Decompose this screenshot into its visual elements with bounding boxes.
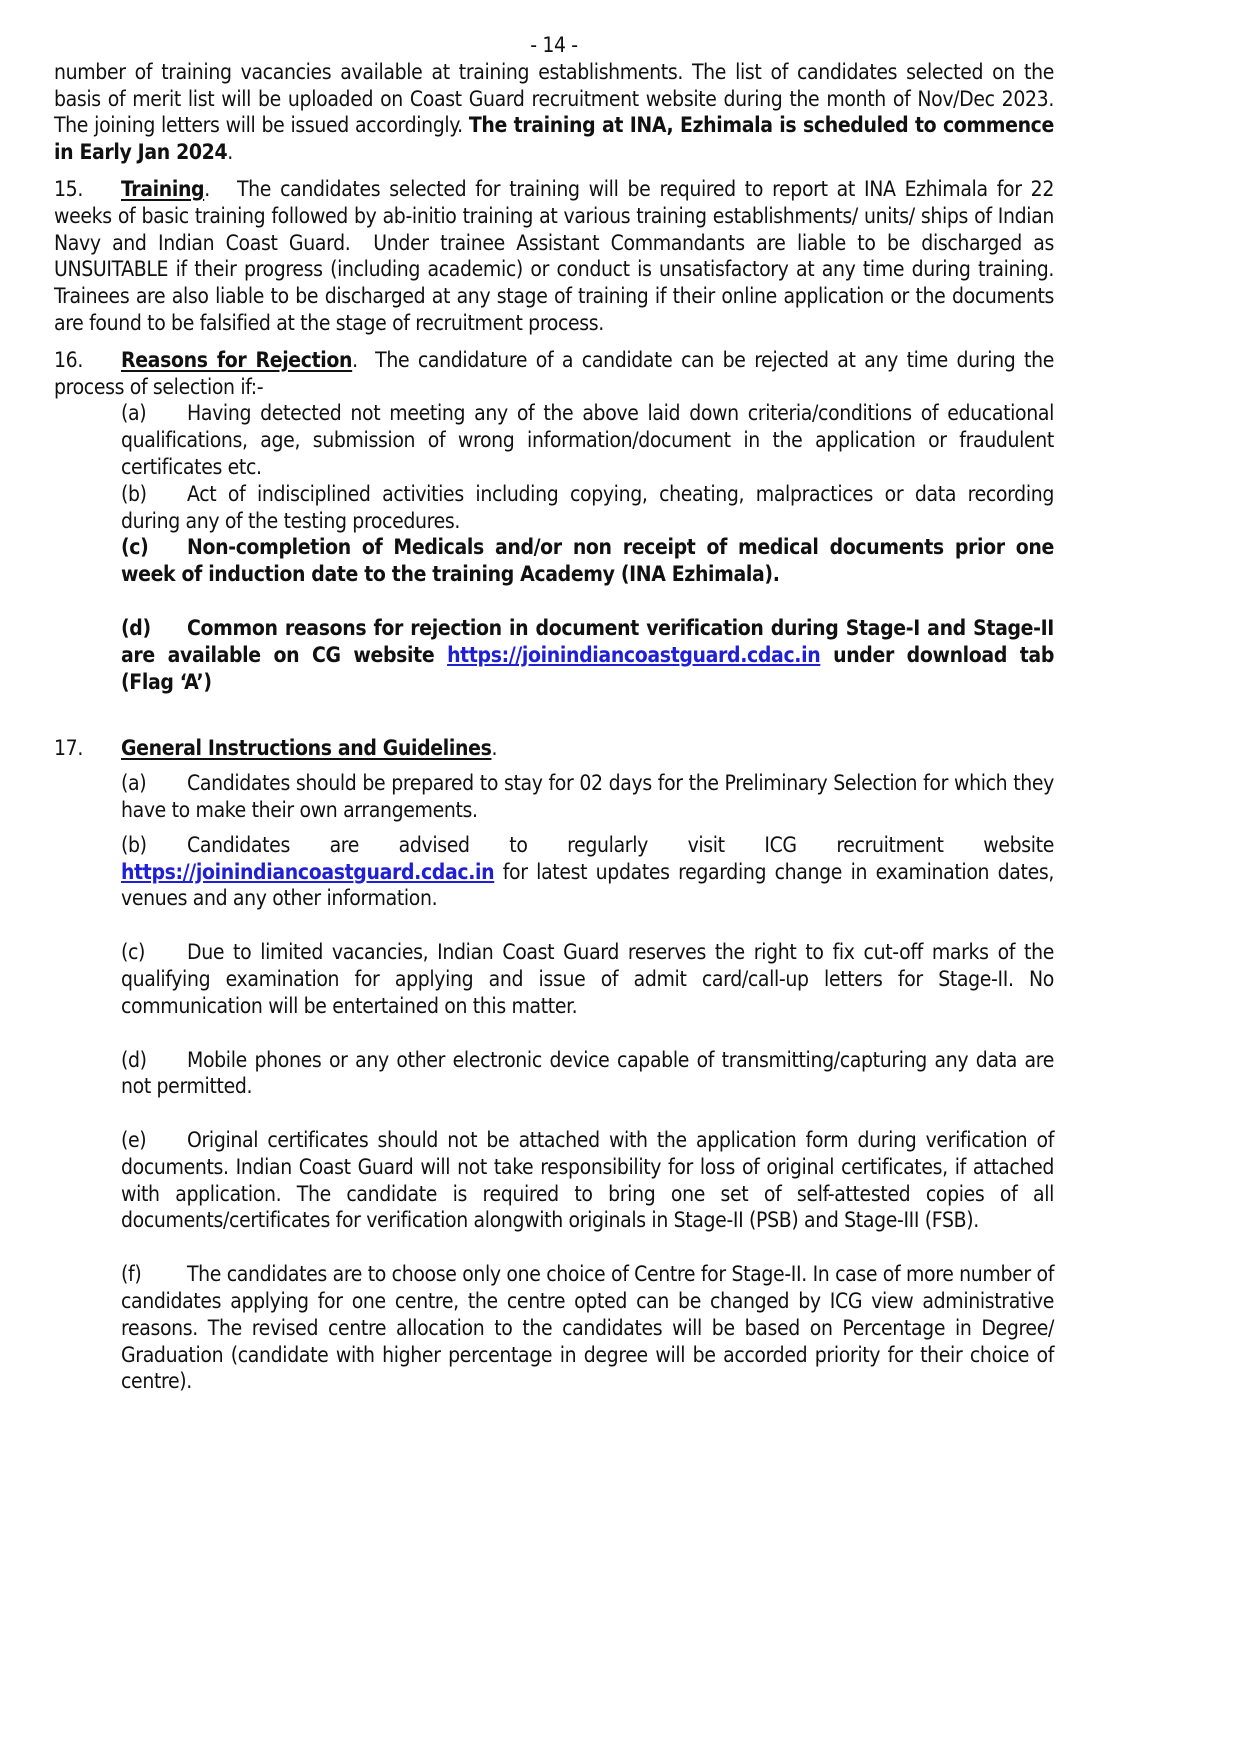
section-heading: General Instructions and Guidelines <box>121 736 492 761</box>
section-number: 16. <box>54 347 83 372</box>
item-text: Act of indisciplined activities including copying, cheating, malpractices or data recording during any of the testing procedures. <box>121 481 1054 533</box>
item-text: Having detected not meeting any of the above laid down criteria/conditions of educational qualifications, age, submission of wrong information/document in the application or fraudulent certificates etc. <box>121 401 1054 479</box>
section-number: 15. <box>54 176 83 201</box>
item-text: Candidates should be prepared to stay for 02 days for the Preliminary Selection for which they have to make their own arrangements. <box>121 771 1054 822</box>
section-heading: Reasons for Rejection <box>121 347 353 372</box>
guideline-item-e <box>121 1127 1054 1234</box>
intro-bold-text: The training at INA, Ezhimala is scheduled to commence in Early Jan 2024 <box>54 113 1054 165</box>
item-label: (a) <box>121 401 147 426</box>
intro-text: number of training vacancies available at training establishments. The list of candidates selected on the basis of merit list will be uploaded on Coast Guard recruitment website during the month of Nov/Dec 2023. The joining letters will be issued accordingly. <box>54 59 1054 138</box>
rejection-item-b <box>121 481 1054 535</box>
guideline-item-c <box>121 939 1054 1019</box>
item-label: (b) <box>121 481 147 506</box>
item-text: Candidates are advised to regularly visit ICG recruitment website <box>187 832 1054 857</box>
rejection-item-c <box>121 534 1054 588</box>
item-text-after: for latest updates regarding change in examination dates, venues and any other information. <box>121 859 1054 911</box>
item-label: (d) <box>121 1047 147 1072</box>
heading-period: . <box>491 736 498 761</box>
guideline-item-d <box>121 1047 1054 1101</box>
item-label: (c) <box>121 535 149 560</box>
item-text: Original certificates should not be attached with the application form during verification of documents. Indian Coast Guard will not take responsibility for loss of original certificates, if attached with application. The candidate is required to bring one set of self-attested copies of all documents/certificates for verification alongwith originals in Stage-II (PSB) and Stage-III (FSB). <box>121 1128 1054 1233</box>
item-text: Due to limited vacancies, Indian Coast Guard reserves the right to fix cut-off marks of the qualifying examination for applying and issue of admit card/call-up letters for Stage-II. No communication will be entertained on this matter. <box>121 940 1054 1018</box>
section-15 <box>54 176 1066 337</box>
item-label: (f) <box>121 1262 142 1287</box>
section-17 <box>54 735 1054 762</box>
intro-paragraph <box>54 59 1054 166</box>
website-link[interactable]: https://joinindiancoastguard.cdac.in <box>447 642 821 667</box>
intro-end: . <box>227 140 233 165</box>
section-heading: Training <box>121 176 205 201</box>
item-text: Common reasons for rejection in document verification during Stage-I and Stage-II are available on CG website <box>121 615 1054 667</box>
document-page <box>54 32 1066 1395</box>
rejection-item-d <box>121 615 1054 695</box>
section-text: The candidature of a candidate can be rejected at any time during the process of selection if:- <box>54 347 1060 399</box>
section-16 <box>54 347 1060 401</box>
item-label: (e) <box>121 1128 147 1153</box>
item-text: Non-completion of Medicals and/or non receipt of medical documents prior one week of induction date to the training Academy (INA Ezhimala). <box>121 535 1054 587</box>
item-text: The candidates are to choose only one choice of Centre for Stage-II. In case of more number of candidates applying for one centre, the centre opted can be changed by ICG view administrative reasons. The revised centre allocation to the candidates will be based on Percentage in Degree/ Graduation (candidate with higher percentage in degree will be accorded priority for their choice of centre). <box>121 1262 1054 1394</box>
guideline-item-b <box>121 832 1054 912</box>
item-text: Mobile phones or any other electronic device capable of transmitting/capturing any data are not permitted. <box>121 1047 1054 1099</box>
heading-period: . <box>352 347 358 372</box>
item-label: (a) <box>121 771 147 796</box>
website-link[interactable]: https://joinindiancoastguard.cdac.in <box>121 859 495 884</box>
item-label: (c) <box>121 940 146 965</box>
guideline-item-a <box>121 770 1054 824</box>
item-text-after: under download tab (Flag ‘A’) <box>121 642 1055 694</box>
item-label: (b) <box>121 832 147 857</box>
rejection-item-a <box>121 400 1054 480</box>
section-text: The candidates selected for training will be required to report at INA Ezhimala for 22 weeks of basic training followed by ab-initio training at various training establishments/ units/ ships of Indian Navy and Indian Coast Guard. Under trainee Assistant Commandants are liable to be discharged as UNSUITABLE if their progress (including academic) or conduct is unsatisfactory at any time during training. Trainees are also liable to be discharged at any stage of training if their online application or the documents are found to be falsified at the stage of recruitment process. <box>54 176 1066 335</box>
item-label: (d) <box>121 615 151 640</box>
page-number: - 14 - <box>530 33 578 57</box>
heading-period: . <box>204 176 210 201</box>
section-number: 17. <box>54 736 83 761</box>
guideline-item-f <box>121 1261 1054 1395</box>
